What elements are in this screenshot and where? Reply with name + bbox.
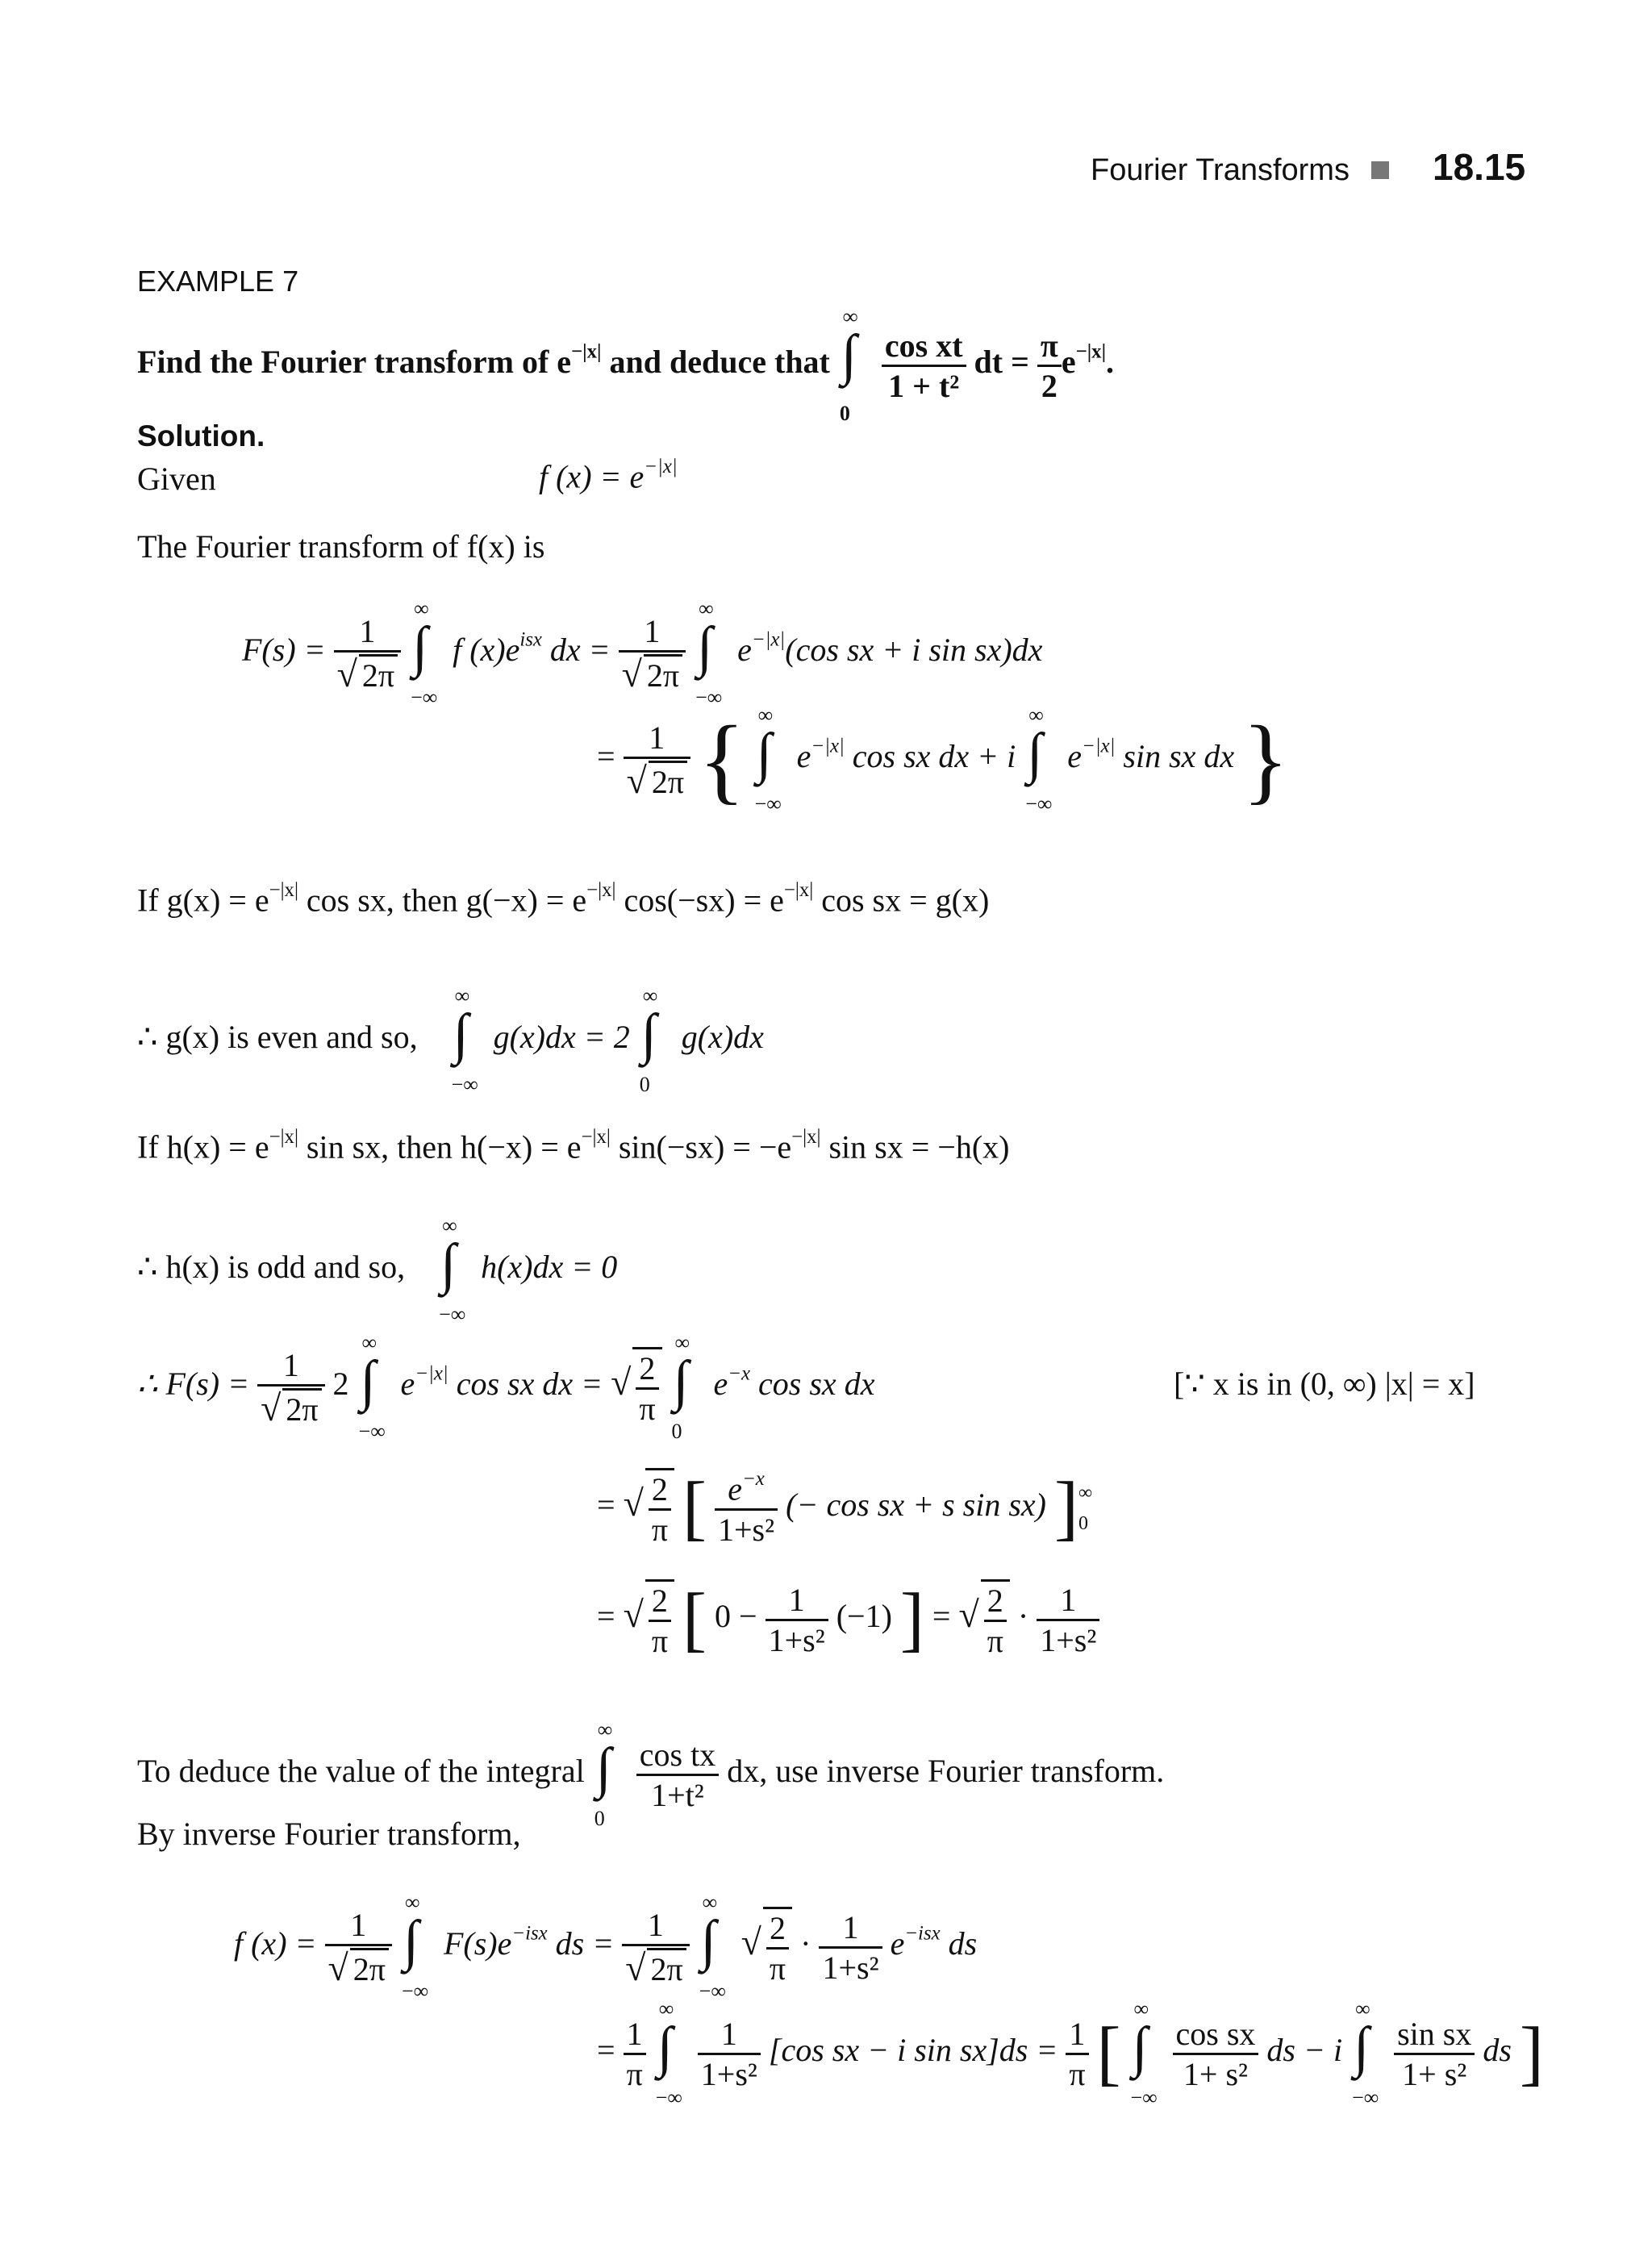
note-x-positive: [∵ x is in (0, ∞) |x| = x] xyxy=(1174,1366,1475,1402)
equation-3: ∴ F(s) = $\frac{1}{√ 2\pi}$ 2 ∞ ∫ −∞ $e^{-|x|}$ cos sx dx = √ $\frac{2}{\pi}$ ∞ ∫ 0 $e^{-x}$ cos sx dx xyxy=(137,1331,875,1443)
integral-sign: ∞ ∫ −∞ xyxy=(1130,1997,1158,2109)
equation-7: = $\frac{1}{\pi}$ ∞ ∫ −∞ $\frac{1}{\text{1+s²}}$ [cos sx − i sin sx]ds = $\frac{1}{\pi}$ [ ∞ ∫ −∞ $\frac{\text{cos sx}}{\text{1+ s²}}$ ds − i ∞ ∫ −∞ $\frac{\text{sin sx}}{\text{1+ s²}}$ ds ] xyxy=(597,1997,1544,2109)
integral-sign: ∞ ∫ −∞ xyxy=(655,1997,682,2109)
integral-sign: ∞ ∫ −∞ xyxy=(1025,703,1053,815)
line-g-even: ∴ g(x) is even and so, ∞ ∫ −∞ g(x)dx = 2 ∞ ∫ 0 g(x)dx xyxy=(137,984,764,1096)
integral-sign: ∞ ∫ −∞ xyxy=(699,1891,726,2003)
integral-sign: ∞ ∫ −∞ xyxy=(1352,1997,1379,2109)
equation-6: f (x) = $\frac{1}{√ 2\pi}$ ∞ ∫ −∞ $F(s)e^{-isx}$ ds = $\frac{1}{√ 2\pi}$ ∞ ∫ −∞ √ $\frac{2}{\pi}$ · $\frac{1}{\text{1+s²}}$ $e^{-isx}$ ds xyxy=(234,1891,978,2003)
given-label: Given xyxy=(137,461,216,497)
equation-1: F(s) = $\frac{1}{√ 2\pi}$ ∞ ∫ −∞ f $(x)e^{isx}$ dx = $\frac{1}{√ 2\pi}$ ∞ ∫ −∞ $e^{-|x|}(\cos$ sx + i sin sx)dx xyxy=(242,597,1043,709)
pi-over-two-fraction: $\frac{\pi}{2}$ xyxy=(1037,327,1062,405)
given-equation: f $(x) = e^{-|x|}$ xyxy=(539,456,678,495)
line-h-odd: ∴ h(x) is odd and so, ∞ ∫ −∞ h(x)dx = 0 xyxy=(137,1214,618,1326)
integral-sign: ∞ ∫ −∞ xyxy=(411,597,438,709)
integral-sign: ∞ ∫ −∞ xyxy=(358,1331,386,1443)
example-label: EXAMPLE 7 xyxy=(137,265,299,298)
integral-sign: ∞ ∫ −∞ xyxy=(401,1891,429,2003)
ft-intro: The Fourier transform of f(x) is xyxy=(137,528,545,565)
solution-heading: Solution. xyxy=(137,419,265,452)
integral-sign: ∞ ∫ 0 xyxy=(639,984,658,1096)
inverse-ft-line: By inverse Fourier transform, xyxy=(137,1816,521,1852)
section-title: Fourier Transforms xyxy=(1091,153,1350,187)
example-statement: Find the Fourier transform of $e^{-|x|}$ and deduce that ∞ ∫ 0 $\frac{\text{cos xt}}{\text{1 + t²}}$ dt = $\frac{\pi}{2}$ $e^{-|x|}$. xyxy=(137,305,1115,425)
running-header xyxy=(1091,153,1350,188)
integral-sign: ∞ ∫ 0 xyxy=(671,1331,690,1443)
integral-sign: ∞ ∫ −∞ xyxy=(439,1214,466,1326)
integral-sign: ∞ ∫ −∞ xyxy=(695,597,723,709)
integral-sign: ∞ ∫ −∞ xyxy=(451,984,478,1096)
header-square-icon xyxy=(1371,161,1389,179)
equation-2: = $\frac{1}{√ 2\pi}$ { ∞ ∫ −∞ $e^{-|x|}$ cos sx dx + i ∞ ∫ −∞ $e^{-|x|}$ sin sx dx } xyxy=(597,703,1289,815)
deduce-text: To deduce the value of the integral ∞ ∫ 0 $\frac{\text{cos tx}}{\text{1+t²}}$ dx, use inverse Fourier transform. xyxy=(137,1718,1165,1830)
integral-sign: ∞ ∫ 0 xyxy=(839,305,858,425)
equation-4: = √ $\frac{2}{\pi}$ [ $\frac{e^{-x}}{\text{1+s²}}$ (− cos sx + s sin sx) ] ∞ 0 xyxy=(597,1468,1093,1548)
line-h-definition: If $h(x) = e^{-|x|}$ sin sx, then $h(-x) = e^{-|x|}$ $\sin(-sx) = -e^{-|x|}$ sin sx = −h(x) xyxy=(137,1126,1010,1166)
integral-sign: ∞ ∫ −∞ xyxy=(754,703,782,815)
equation-5: = √ $\frac{2}{\pi}$ [ 0 − $\frac{1}{\text{1+s²}}$ (−1) ] = √ $\frac{2}{\pi}$ · $\frac{1}{\text{1+s²}}$ xyxy=(597,1579,1099,1660)
line-g-definition: If $g(x) = e^{-|x|}$ cos sx, then $g(-x) = e^{-|x|}$ $\cos(-sx) = e^{-|x|}$ cos sx = g(x) xyxy=(137,879,990,919)
statement-fraction: $\frac{\text{cos xt}}{\text{1 + t²}}$ xyxy=(882,327,966,405)
integral-sign: ∞ ∫ 0 xyxy=(594,1718,613,1830)
page-number: 18.15 xyxy=(1433,146,1526,188)
